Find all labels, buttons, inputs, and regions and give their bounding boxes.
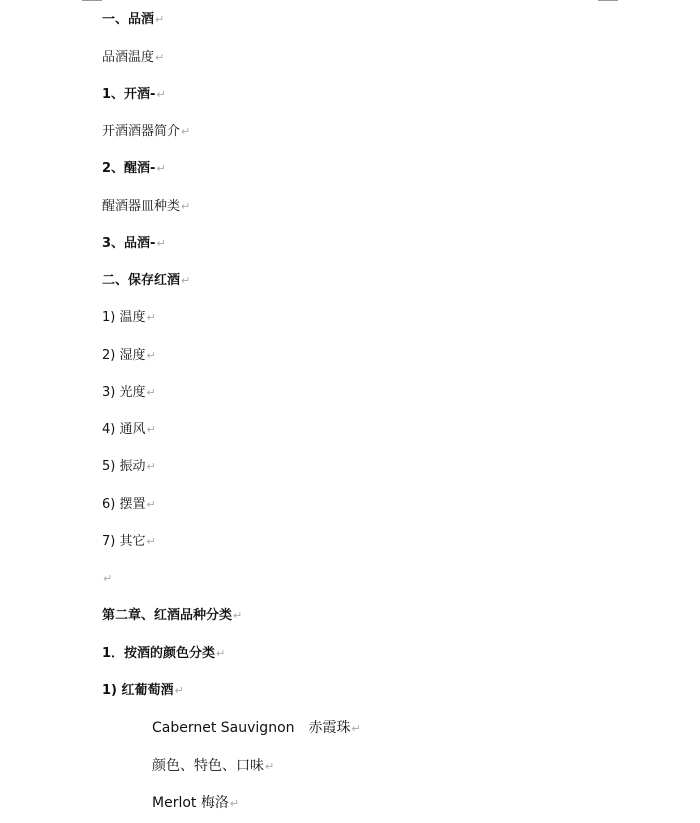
- paragraph-mark-icon: ↵: [156, 162, 166, 175]
- heading-decant[interactable]: 2、醒酒-↵: [102, 161, 166, 176]
- grape-variety-line[interactable]: Cabernet Sauvignon 赤霞珠↵: [152, 720, 361, 736]
- list-item[interactable]: 5) 振动↵: [102, 459, 156, 474]
- paragraph-mark-icon: ↵: [146, 423, 156, 436]
- heading-store-wine[interactable]: 二、保存红酒↵: [102, 273, 191, 288]
- paragraph-mark-icon: ↵: [216, 647, 226, 660]
- paragraph-mark-icon: ↵: [155, 13, 165, 26]
- paragraph-mark-icon: ↵: [156, 88, 166, 101]
- paragraph-mark-icon: ↵: [181, 125, 191, 138]
- paragraph-mark-icon: ↵: [146, 386, 156, 399]
- grape-variety-line[interactable]: Merlot 梅洛↵: [152, 795, 240, 811]
- chapter-heading[interactable]: 第二章、红酒品种分类↵: [102, 608, 243, 623]
- paragraph-mark-icon: ↵: [233, 609, 243, 622]
- heading-taste[interactable]: 3、品酒-↵: [102, 236, 166, 251]
- paragraph-line[interactable]: 颜色、特色、口味↵: [152, 758, 275, 774]
- paragraph-mark-icon: ↵: [103, 572, 113, 585]
- paragraph-mark-icon: ↵: [174, 684, 184, 697]
- paragraph-line[interactable]: 开酒酒器简介↵: [102, 124, 191, 139]
- list-item[interactable]: 7) 其它↵: [102, 534, 156, 549]
- paragraph-mark-icon: ↵: [265, 760, 275, 773]
- paragraph-mark-icon: ↵: [146, 349, 156, 362]
- list-item[interactable]: 6) 摆置↵: [102, 497, 156, 512]
- heading-open-wine[interactable]: 1、开酒-↵: [102, 87, 166, 102]
- subsection-heading[interactable]: 1) 红葡萄酒↵: [102, 683, 184, 698]
- paragraph-mark-icon: ↵: [156, 237, 166, 250]
- list-item[interactable]: 4) 通风↵: [102, 422, 156, 437]
- paragraph-line[interactable]: 醒酒器皿种类↵: [102, 199, 191, 214]
- paragraph-mark-icon: ↵: [229, 797, 240, 810]
- paragraph-mark-icon: ↵: [146, 498, 156, 511]
- paragraph-mark-icon: ↵: [155, 51, 165, 64]
- paragraph-mark-icon: ↵: [351, 722, 361, 735]
- empty-paragraph[interactable]: [102, 569, 112, 589]
- list-item[interactable]: 2) 湿度↵: [102, 348, 156, 363]
- heading-pin-jiu[interactable]: 一、品酒↵: [102, 12, 165, 27]
- section-heading[interactable]: 1．按酒的颜色分类↵: [102, 646, 226, 661]
- paragraph-mark-icon: ↵: [181, 274, 191, 287]
- list-item[interactable]: 1) 温度↵: [102, 310, 156, 325]
- paragraph-line[interactable]: 品酒温度↵: [102, 50, 165, 65]
- paragraph-mark-icon: ↵: [146, 460, 156, 473]
- list-item[interactable]: 3) 光度↵: [102, 385, 156, 400]
- paragraph-mark-icon: ↵: [181, 200, 191, 213]
- paragraph-mark-icon: ↵: [146, 311, 156, 324]
- paragraph-mark-icon: ↵: [146, 535, 156, 548]
